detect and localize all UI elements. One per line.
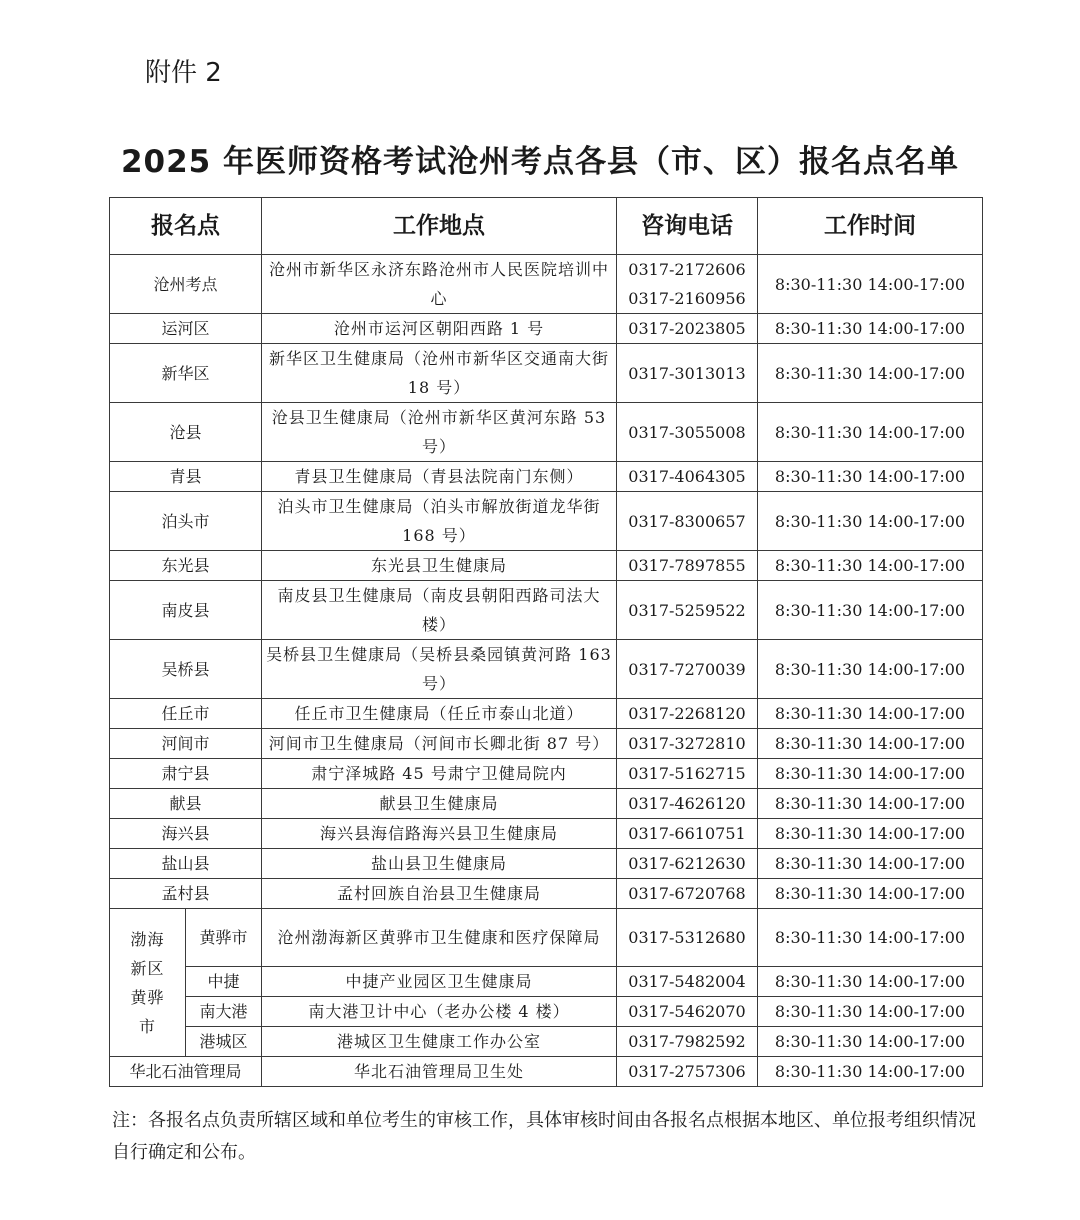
- registration-sites-table: [109, 197, 983, 1087]
- phone-cell: 0317-2172606 0317-2160956: [617, 255, 758, 314]
- table-row: [110, 967, 983, 997]
- site-cell: 南皮县: [110, 581, 262, 640]
- table-row: [110, 551, 983, 581]
- phone-cell: 0317-5259522: [617, 581, 758, 640]
- hours-cell: 8:30-11:30 14:00-17:00: [758, 997, 983, 1027]
- group-label-cell: 渤海 新区 黄骅 市: [110, 909, 186, 1057]
- phone-cell: 0317-5482004: [617, 967, 758, 997]
- hours-cell: 8:30-11:30 14:00-17:00: [758, 849, 983, 879]
- site-cell: 盐山县: [110, 849, 262, 879]
- sub-site-cell: 中捷: [186, 967, 262, 997]
- attachment-label: 附件 2: [145, 58, 222, 88]
- table-row: [110, 492, 983, 551]
- location-cell: 孟村回族自治县卫生健康局: [262, 879, 617, 909]
- location-cell: 中捷产业园区卫生健康局: [262, 967, 617, 997]
- table-row: [110, 314, 983, 344]
- table-row: [110, 759, 983, 789]
- hours-cell: 8:30-11:30 14:00-17:00: [758, 344, 983, 403]
- header-location: 工作地点: [262, 198, 617, 255]
- table-row: [110, 699, 983, 729]
- hours-cell: 8:30-11:30 14:00-17:00: [758, 403, 983, 462]
- table-row: [110, 849, 983, 879]
- phone-cell: 0317-6212630: [617, 849, 758, 879]
- hours-cell: 8:30-11:30 14:00-17:00: [758, 314, 983, 344]
- phone-cell: 0317-6610751: [617, 819, 758, 849]
- hours-cell: 8:30-11:30 14:00-17:00: [758, 640, 983, 699]
- phone-cell: 0317-3013013: [617, 344, 758, 403]
- site-cell: 孟村县: [110, 879, 262, 909]
- header-hours: 工作时间: [758, 198, 983, 255]
- sub-site-cell: 港城区: [186, 1027, 262, 1057]
- table-row: [110, 403, 983, 462]
- location-cell: 肃宁泽城路 45 号肃宁卫健局院内: [262, 759, 617, 789]
- phone-cell: 0317-2757306: [617, 1057, 758, 1087]
- table-row: [110, 640, 983, 699]
- table-row: [110, 789, 983, 819]
- header-phone: 咨询电话: [617, 198, 758, 255]
- table-row: [110, 1057, 983, 1087]
- phone-cell: 0317-7897855: [617, 551, 758, 581]
- location-cell: 海兴县海信路海兴县卫生健康局: [262, 819, 617, 849]
- phone-cell: 0317-7982592: [617, 1027, 758, 1057]
- table-row: [110, 1027, 983, 1057]
- site-cell: 肃宁县: [110, 759, 262, 789]
- hours-cell: 8:30-11:30 14:00-17:00: [758, 462, 983, 492]
- location-cell: 沧县卫生健康局（沧州市新华区黄河东路 53 号）: [262, 403, 617, 462]
- location-cell: 盐山县卫生健康局: [262, 849, 617, 879]
- site-cell: 沧县: [110, 403, 262, 462]
- phone-cell: 0317-4626120: [617, 789, 758, 819]
- location-cell: 献县卫生健康局: [262, 789, 617, 819]
- location-cell: 吴桥县卫生健康局（吴桥县桑园镇黄河路 163 号）: [262, 640, 617, 699]
- location-cell: 沧州渤海新区黄骅市卫生健康和医疗保障局: [262, 909, 617, 967]
- site-cell: 华北石油管理局: [110, 1057, 262, 1087]
- hours-cell: 8:30-11:30 14:00-17:00: [758, 551, 983, 581]
- location-cell: 沧州市新华区永济东路沧州市人民医院培训中心: [262, 255, 617, 314]
- hours-cell: 8:30-11:30 14:00-17:00: [758, 909, 983, 967]
- site-cell: 青县: [110, 462, 262, 492]
- phone-cell: 0317-6720768: [617, 879, 758, 909]
- hours-cell: 8:30-11:30 14:00-17:00: [758, 699, 983, 729]
- phone-cell: 0317-5462070: [617, 997, 758, 1027]
- hours-cell: 8:30-11:30 14:00-17:00: [758, 1057, 983, 1087]
- hours-cell: 8:30-11:30 14:00-17:00: [758, 492, 983, 551]
- table-row: [110, 255, 983, 314]
- location-cell: 青县卫生健康局（青县法院南门东侧）: [262, 462, 617, 492]
- location-cell: 南皮县卫生健康局（南皮县朝阳西路司法大楼）: [262, 581, 617, 640]
- site-cell: 吴桥县: [110, 640, 262, 699]
- location-cell: 东光县卫生健康局: [262, 551, 617, 581]
- hours-cell: 8:30-11:30 14:00-17:00: [758, 759, 983, 789]
- location-cell: 沧州市运河区朝阳西路 1 号: [262, 314, 617, 344]
- location-cell: 港城区卫生健康工作办公室: [262, 1027, 617, 1057]
- table-row: [110, 462, 983, 492]
- site-cell: 新华区: [110, 344, 262, 403]
- site-cell: 任丘市: [110, 699, 262, 729]
- sub-site-cell: 南大港: [186, 997, 262, 1027]
- table-row: [110, 909, 983, 967]
- footnote: 注：各报名点负责所辖区域和单位考生的审核工作，具体审核时间由各报名点根据本地区、单位报考组织情况自行确定和公布。: [112, 1110, 976, 1163]
- site-cell: 河间市: [110, 729, 262, 759]
- phone-cell: 0317-5312680: [617, 909, 758, 967]
- table-row: [110, 819, 983, 849]
- phone-cell: 0317-2023805: [617, 314, 758, 344]
- table-row: [110, 879, 983, 909]
- hours-cell: 8:30-11:30 14:00-17:00: [758, 789, 983, 819]
- hours-cell: 8:30-11:30 14:00-17:00: [758, 729, 983, 759]
- site-cell: 海兴县: [110, 819, 262, 849]
- site-cell: 泊头市: [110, 492, 262, 551]
- phone-cell: 0317-3055008: [617, 403, 758, 462]
- hours-cell: 8:30-11:30 14:00-17:00: [758, 879, 983, 909]
- phone-cell: 0317-5162715: [617, 759, 758, 789]
- phone-cell: 0317-4064305: [617, 462, 758, 492]
- hours-cell: 8:30-11:30 14:00-17:00: [758, 255, 983, 314]
- phone-cell: 0317-2268120: [617, 699, 758, 729]
- location-cell: 泊头市卫生健康局（泊头市解放街道龙华街 168 号）: [262, 492, 617, 551]
- table-row: [110, 581, 983, 640]
- site-cell: 运河区: [110, 314, 262, 344]
- table-header-row: [110, 198, 983, 255]
- location-cell: 河间市卫生健康局（河间市长卿北街 87 号）: [262, 729, 617, 759]
- site-cell: 东光县: [110, 551, 262, 581]
- document-title: 2025 年医师资格考试沧州考点各县（市、区）报名点名单: [120, 144, 960, 180]
- header-site: 报名点: [110, 198, 262, 255]
- table-row: [110, 997, 983, 1027]
- phone-cell: 0317-7270039: [617, 640, 758, 699]
- phone-cell: 0317-8300657: [617, 492, 758, 551]
- hours-cell: 8:30-11:30 14:00-17:00: [758, 819, 983, 849]
- location-cell: 南大港卫计中心（老办公楼 4 楼）: [262, 997, 617, 1027]
- hours-cell: 8:30-11:30 14:00-17:00: [758, 967, 983, 997]
- hours-cell: 8:30-11:30 14:00-17:00: [758, 1027, 983, 1057]
- location-cell: 新华区卫生健康局（沧州市新华区交通南大街 18 号）: [262, 344, 617, 403]
- sub-site-cell: 黄骅市: [186, 909, 262, 967]
- location-cell: 任丘市卫生健康局（任丘市泰山北道）: [262, 699, 617, 729]
- site-cell: 沧州考点: [110, 255, 262, 314]
- table-row: [110, 729, 983, 759]
- hours-cell: 8:30-11:30 14:00-17:00: [758, 581, 983, 640]
- location-cell: 华北石油管理局卫生处: [262, 1057, 617, 1087]
- phone-cell: 0317-3272810: [617, 729, 758, 759]
- table-body: [110, 255, 983, 1087]
- table-row: [110, 344, 983, 403]
- site-cell: 献县: [110, 789, 262, 819]
